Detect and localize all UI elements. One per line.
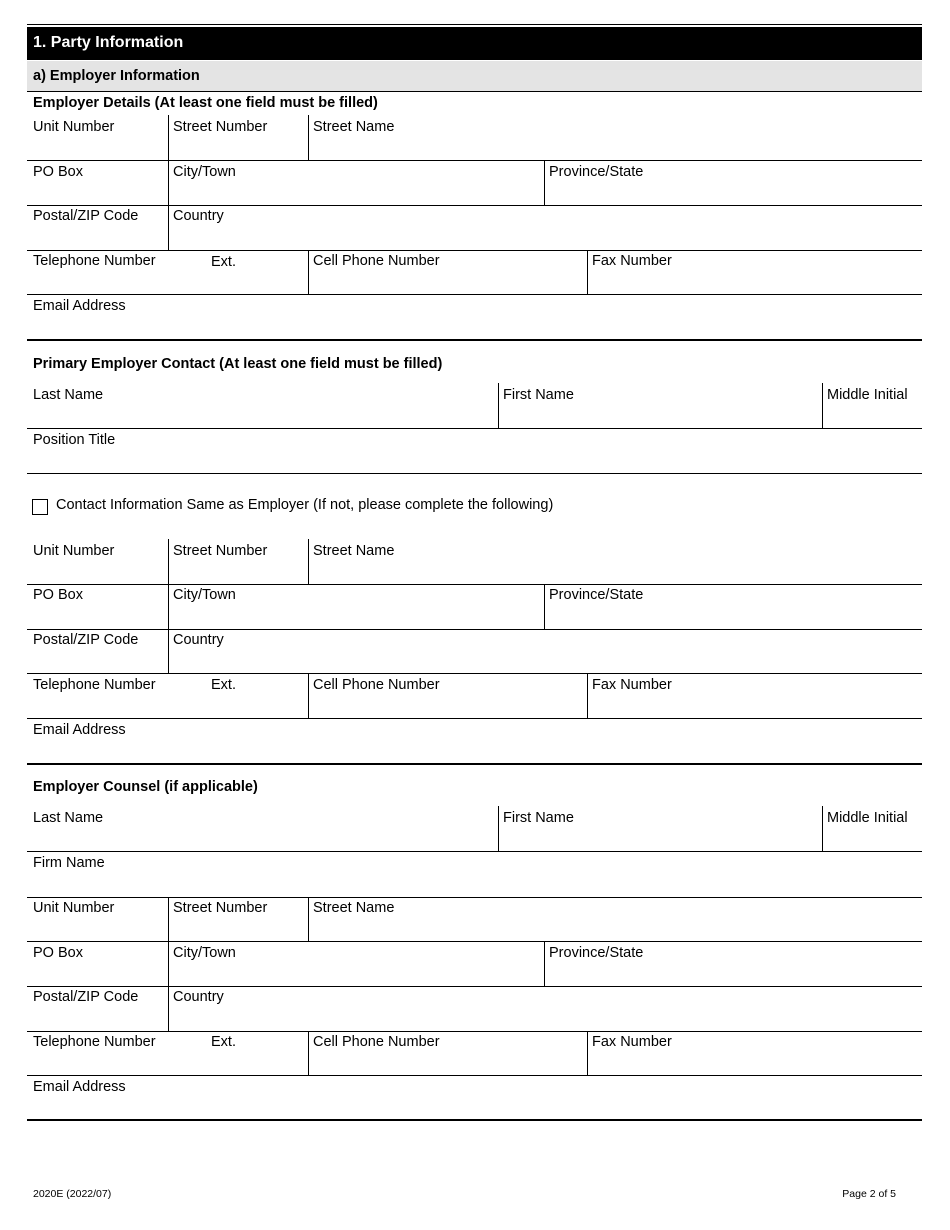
counsel-firm-name-field[interactable] — [27, 852, 922, 897]
counsel-street-name-label: Street Name — [313, 900, 395, 916]
divider — [308, 250, 309, 295]
contact-position-title-label: Position Title — [33, 432, 116, 448]
divider — [27, 473, 922, 474]
divider — [544, 941, 545, 986]
contact-ext-label: Ext. — [211, 677, 236, 693]
employer-details-heading: Employer Details (At least one field must be filled) — [33, 95, 378, 111]
employer-street-name-label: Street Name — [313, 119, 395, 135]
counsel-first-name-label: First Name — [503, 810, 574, 826]
form-id: 2020E (2022/07) — [33, 1188, 112, 1200]
employer-street-number-label: Street Number — [173, 119, 268, 135]
counsel-country-field[interactable] — [168, 987, 922, 1031]
divider — [168, 629, 169, 673]
divider — [544, 160, 545, 205]
top-rule — [27, 24, 922, 25]
employer-fax-label: Fax Number — [592, 253, 672, 269]
primary-contact-heading: Primary Employer Contact (At least one field must be filled) — [33, 356, 443, 372]
employer-email-field[interactable] — [27, 295, 922, 339]
counsel-fax-label: Fax Number — [592, 1034, 672, 1050]
page-number: Page 2 of 5 — [842, 1188, 896, 1200]
counsel-street-name-field[interactable] — [308, 898, 922, 941]
employer-postal-code-label: Postal/ZIP Code — [33, 208, 139, 224]
contact-province-label: Province/State — [549, 587, 644, 603]
section-title: 1. Party Information — [33, 34, 184, 51]
divider — [498, 806, 499, 851]
counsel-country-label: Country — [173, 989, 224, 1005]
divider — [308, 673, 309, 718]
employer-country-label: Country — [173, 208, 224, 224]
counsel-last-name-label: Last Name — [33, 810, 104, 826]
employer-cell-phone-label: Cell Phone Number — [313, 253, 440, 269]
counsel-email-field[interactable] — [27, 1076, 922, 1119]
contact-street-name-label: Street Name — [313, 543, 395, 559]
contact-unit-number-label: Unit Number — [33, 543, 115, 559]
divider — [308, 115, 309, 160]
contact-country-label: Country — [173, 632, 224, 648]
divider — [168, 115, 169, 160]
counsel-street-number-label: Street Number — [173, 900, 268, 916]
divider — [168, 986, 169, 1031]
counsel-cell-phone-label: Cell Phone Number — [313, 1034, 440, 1050]
counsel-postal-code-label: Postal/ZIP Code — [33, 989, 139, 1005]
counsel-telephone-label: Telephone Number — [33, 1034, 156, 1050]
contact-street-number-label: Street Number — [173, 543, 268, 559]
employer-po-box-label: PO Box — [33, 164, 83, 180]
divider — [587, 250, 588, 295]
employer-unit-number-label: Unit Number — [33, 119, 115, 135]
contact-position-title-field[interactable] — [27, 429, 922, 473]
contact-street-name-field[interactable] — [308, 539, 922, 584]
contact-email-label: Email Address — [33, 722, 126, 738]
contact-fax-label: Fax Number — [592, 677, 672, 693]
section-header — [27, 27, 922, 60]
divider — [168, 941, 169, 986]
employer-country-field[interactable] — [168, 206, 922, 250]
counsel-unit-number-label: Unit Number — [33, 900, 115, 916]
divider — [498, 383, 499, 428]
subsection-header — [27, 61, 922, 92]
divider — [168, 897, 169, 941]
divider — [27, 339, 922, 341]
counsel-province-label: Province/State — [549, 945, 644, 961]
counsel-middle-initial-label: Middle Initial — [827, 810, 908, 826]
divider — [308, 897, 309, 941]
employer-province-label: Province/State — [549, 164, 644, 180]
divider — [308, 1031, 309, 1075]
divider — [27, 1119, 922, 1121]
divider — [27, 763, 922, 765]
employer-telephone-label: Telephone Number — [33, 253, 156, 269]
divider — [168, 160, 169, 205]
employer-street-name-field[interactable] — [308, 115, 922, 160]
contact-last-name-label: Last Name — [33, 387, 104, 403]
divider — [587, 1031, 588, 1075]
same-as-employer-checkbox[interactable] — [32, 499, 48, 515]
contact-cell-phone-label: Cell Phone Number — [313, 677, 440, 693]
divider — [822, 806, 823, 851]
employer-email-label: Email Address — [33, 298, 126, 314]
counsel-email-label: Email Address — [33, 1079, 126, 1095]
counsel-city-label: City/Town — [173, 945, 236, 961]
contact-telephone-label: Telephone Number — [33, 677, 156, 693]
divider — [587, 673, 588, 718]
employer-city-label: City/Town — [173, 164, 236, 180]
divider — [822, 383, 823, 428]
contact-city-label: City/Town — [173, 587, 236, 603]
counsel-heading: Employer Counsel (if applicable) — [33, 779, 258, 795]
counsel-po-box-label: PO Box — [33, 945, 83, 961]
counsel-firm-name-label: Firm Name — [33, 855, 105, 871]
contact-po-box-label: PO Box — [33, 587, 83, 603]
divider — [308, 539, 309, 584]
contact-first-name-label: First Name — [503, 387, 574, 403]
contact-email-field[interactable] — [27, 719, 922, 763]
subsection-title: a) Employer Information — [33, 68, 200, 84]
divider — [168, 205, 169, 250]
same-as-employer-label: Contact Information Same as Employer (If not, please complete the following) — [56, 497, 554, 513]
contact-postal-code-label: Postal/ZIP Code — [33, 632, 139, 648]
divider — [544, 584, 545, 629]
contact-country-field[interactable] — [168, 630, 922, 673]
counsel-ext-label: Ext. — [211, 1034, 236, 1050]
contact-middle-initial-label: Middle Initial — [827, 387, 908, 403]
divider — [168, 539, 169, 584]
divider — [168, 584, 169, 629]
employer-ext-label: Ext. — [211, 254, 236, 270]
